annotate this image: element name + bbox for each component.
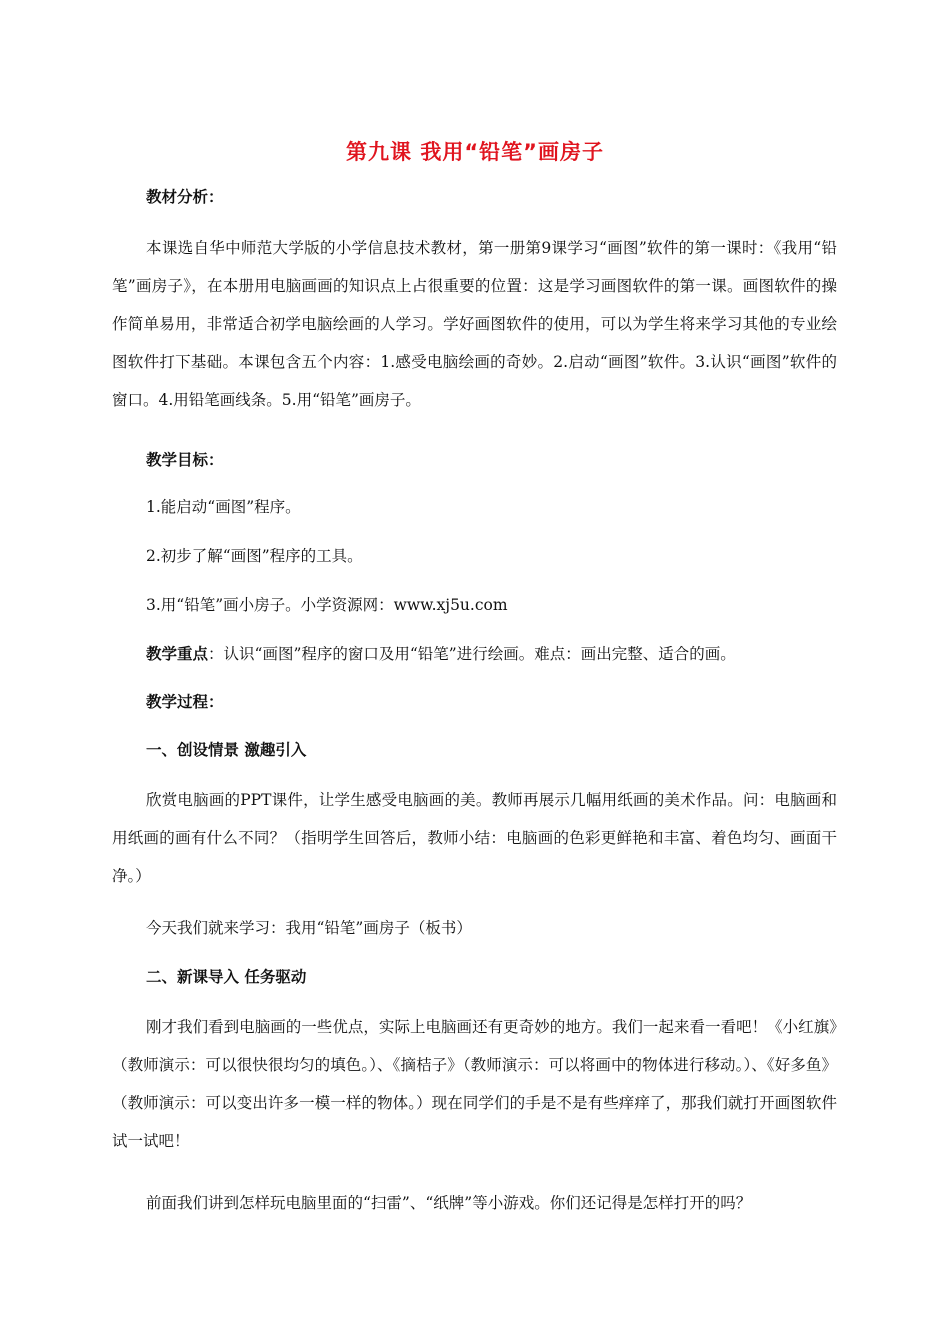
- goal-item-2: 2.初步了解“画图”程序的工具。: [146, 547, 363, 565]
- material-paragraph: 本课选自华中师范大学版的小学信息技术教材，第一册第9课学习“画图”软件的第一课时：《我用“铅笔”画房子》，在本册用电脑画画的知识点上占很重要的位置：这是学习画图软件的第一课。画图软件的操作简单易用，非常适合初学电脑绘画的人学习。学好画图软件的使用，可以为学生将来学习其他的专业绘图软件打下基础。本课包含五个内容：1.感受电脑绘画的奇妙。2.启动“画图”软件。3.认识“画图”软件的窗口。4.用铅笔画线条。5.用“铅笔”画房子。: [112, 239, 837, 409]
- key-points-body: ：认识“画图”程序的窗口及用“铅笔”进行绘画。难点：画出完整、适合的画。: [208, 645, 736, 663]
- step1-paragraph: 欣赏电脑画的PPT课件，让学生感受电脑画的美。教师再展示几幅用纸画的美术作品。问：电脑画和用纸画的画有什么不同？（指明学生回答后，教师小结：电脑画的色彩更鲜艳和丰富、着色均匀、画面干净。）: [112, 791, 837, 885]
- goal-item-1: 1.能启动“画图”程序。: [146, 498, 301, 516]
- process-heading: 教学过程：: [146, 693, 224, 711]
- step1-board-note: 今天我们就来学习：我用“铅笔”画房子（板书）: [146, 919, 472, 937]
- material-heading: 教材分析：: [146, 188, 224, 206]
- goals-heading: 教学目标：: [146, 451, 224, 469]
- key-points: [146, 644, 736, 664]
- goal-item-3: 3.用“铅笔”画小房子。小学资源网：www.xj5u.com: [146, 596, 508, 614]
- step2-paragraph: 刚才我们看到电脑画的一些优点，实际上电脑画还有更奇妙的地方。我们一起来看一看吧！《小红旗》（教师演示：可以很快很均匀的填色。）、《摘桔子》（教师演示：可以将画中的物体进行移动。）、《好多鱼》（教师演示：可以变出许多一模一样的物体。）现在同学们的手是不是有些痒痒了，那我们就打开画图软件试一试吧！: [112, 1018, 837, 1150]
- key-points-label: 教学重点: [146, 645, 209, 663]
- step1-heading: 一、创设情景 激趣引入: [146, 741, 307, 759]
- step2-paragraph-2: 前面我们讲到怎样玩电脑里面的“扫雷”、“纸牌”等小游戏。你们还记得是怎样打开的吗？: [146, 1194, 752, 1212]
- document-title: 第九课 我用“铅笔”画房子: [346, 140, 604, 164]
- step2-heading: 二、新课导入 任务驱动: [146, 968, 307, 986]
